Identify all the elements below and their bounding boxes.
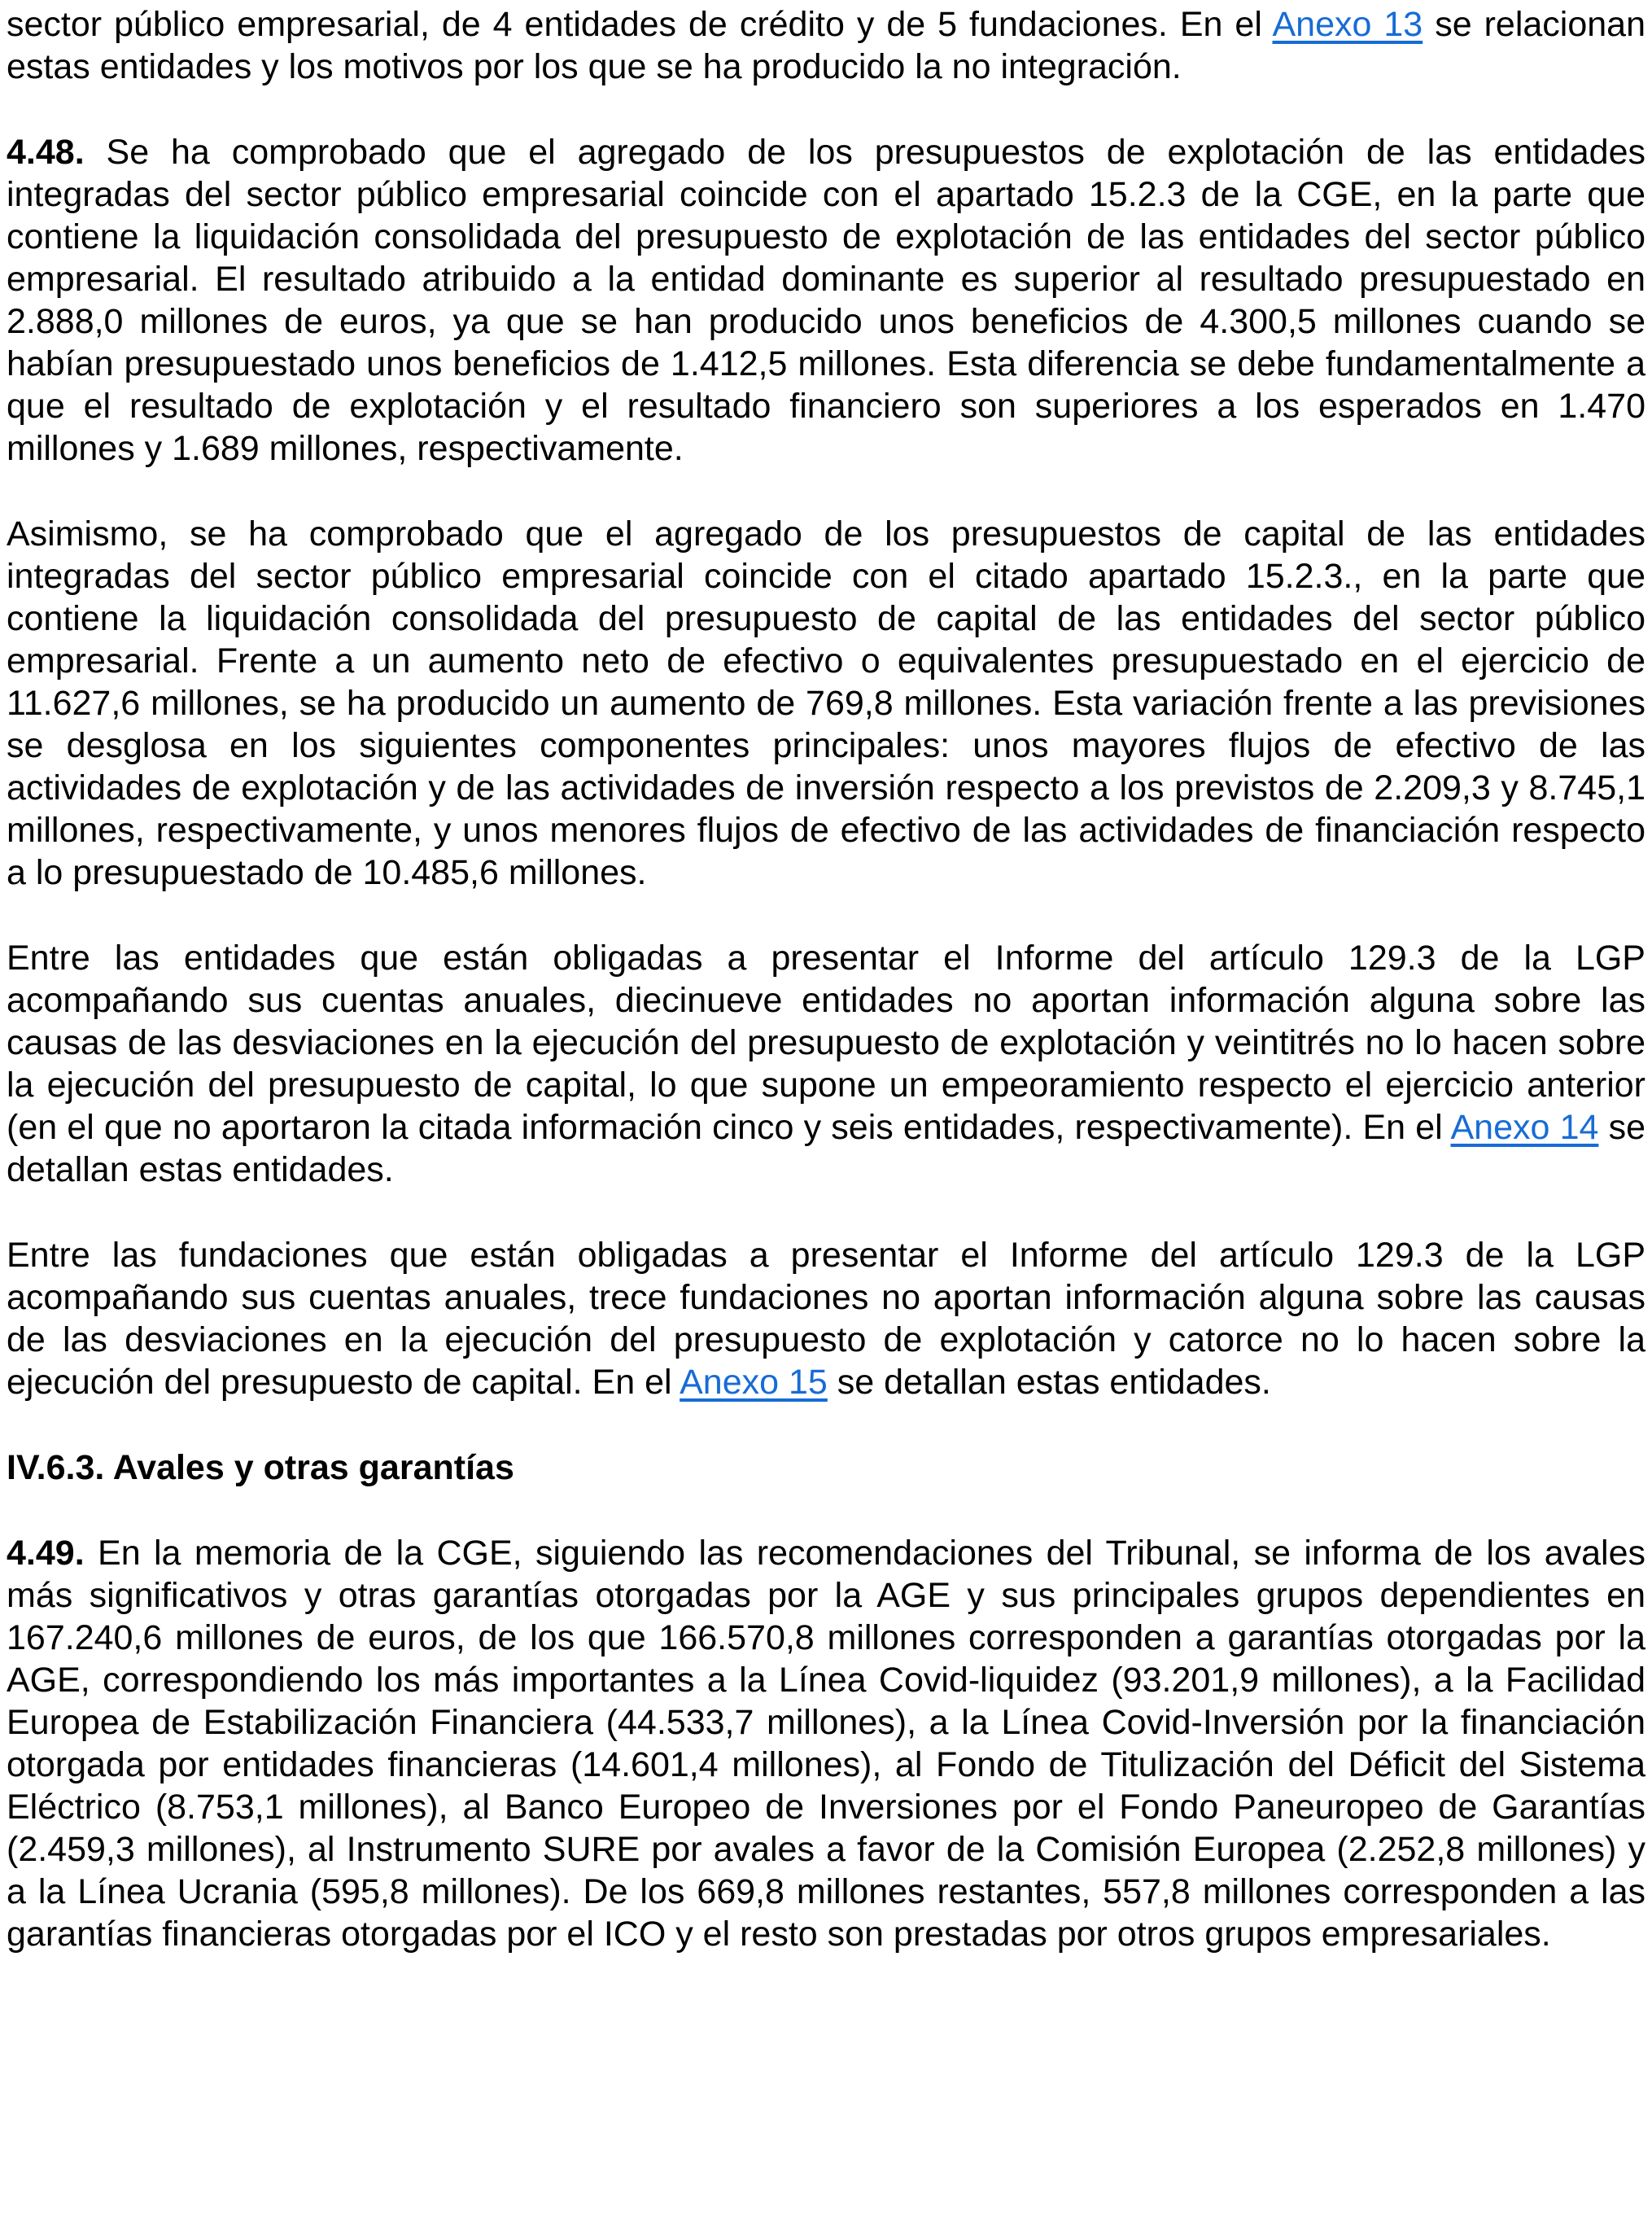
paragraph-text: Asimismo, se ha comprobado que el agregado de los presupuestos de capital de las entidades integradas del sector público empresarial coincide con el citado apartado 15.2.3., en la parte que contiene la liquidación consolidada del presupuesto de capital de las entidades del sector público empresarial. Frente a un aumento neto de efectivo o equivalentes presupuestado en el ejercicio de 11.627,6 millones, se ha producido un aumento de 769,8 millones. Esta variación frente a las previsiones se desglosa en los siguientes componentes principales: unos mayores flujos de efectivo de las actividades de explotación y de las actividades de inversión respecto a los previstos de 2.209,3 y 8.745,1 millones, respectivamente, y unos menores flujos de efectivo de las actividades de financiación respecto a lo presupuestado de 10.485,6 millones. [7,514,1645,892]
paragraph-4-49 [7,1532,1645,1955]
paragraph-text: se relacionan estas entidades y los motivos por los que se ha producido la no integración. [7,5,1645,86]
paragraph-number: 4.48. [7,133,85,172]
anexo-14-link[interactable]: Anexo 14 [1450,1108,1599,1147]
paragraph-asimismo [7,513,1645,894]
intro-paragraph [7,3,1645,88]
paragraph-text: En la memoria de la CGE, siguiendo las recomendaciones del Tribunal, se informa de los avales más significativos y otras garantías otorgadas por la AGE y sus principales grupos dependientes en 167.240,6 millones de euros, de los que 166.570,8 millones corresponden a garantías otorgadas por la AGE, correspondiendo los más importantes a la Línea Covid-liquidez (93.201,9 millones), a la Facilidad Europea de Estabilización Financiera (44.533,7 millones), a la Línea Covid-Inversión por la financiación otorgada por entidades financieras (14.601,4 millones), al Fondo de Titulización del Déficit del Sistema Eléctrico (8.753,1 millones), al Banco Europeo de Inversiones por el Fondo Paneuropeo de Garantías (2.459,3 millones), al Instrumento SURE por avales a favor de la Comisión Europea (2.252,8 millones) y a la Línea Ucrania (595,8 millones). De los 669,8 millones restantes, 557,8 millones corresponden a las garantías financieras otorgadas por el ICO y el resto son prestadas por otros grupos empresariales. [7,1534,1645,1954]
paragraph-number: 4.49. [7,1534,85,1573]
anexo-15-link[interactable]: Anexo 15 [680,1363,828,1402]
paragraph-text: se detallan estas entidades. [827,1363,1271,1402]
anexo-13-link[interactable]: Anexo 13 [1272,5,1423,44]
paragraph-text: Se ha comprobado que el agregado de los presupuestos de explotación de las entidades integradas del sector público empresarial coincide con el apartado 15.2.3 de la CGE, en la parte que contiene la liquidación consolidada del presupuesto de explotación de las entidades del sector público empresarial. El resultado atribuido a la entidad dominante es superior al resultado presupuestado en 2.888,0 millones de euros, ya que se han producido unos beneficios de 4.300,5 millones cuando se habían presupuestado unos beneficios de 1.412,5 millones. Esta diferencia se debe fundamentalmente a que el resultado de explotación y el resultado financiero son superiores a los esperados en 1.470 millones y 1.689 millones, respectivamente. [7,133,1645,468]
paragraph-text: Entre las entidades que están obligadas a presentar el Informe del artículo 129.3 de la LGP acompañando sus cuentas anuales, diecinueve entidades no aportan información alguna sobre las causas de las desviaciones en la ejecución del presupuesto de explotación y veintitrés no lo hacen sobre la ejecución del presupuesto de capital, lo que supone un empeoramiento respecto el ejercicio anterior (en el que no aportaron la citada información cinco y seis entidades, respectivamente). En el [7,939,1645,1147]
section-heading-iv-6-3: IV.6.3. Avales y otras garantías [7,1448,514,1487]
paragraph-fundaciones [7,1234,1645,1403]
paragraph-4-48 [7,131,1645,470]
paragraph-text: Entre las fundaciones que están obligadas a presentar el Informe del artículo 129.3 de la LGP acompañando sus cuentas anuales, trece fundaciones no aportan información alguna sobre las causas de las desviaciones en la ejecución del presupuesto de explotación y catorce no lo hacen sobre la ejecución del presupuesto de capital. En el [7,1236,1645,1402]
paragraph-entidades [7,937,1645,1191]
paragraph-text: sector público empresarial, de 4 entidades de crédito y de 5 fundaciones. En el [7,5,1273,44]
paragraph-text: se detallan estas entidades. [7,1108,1645,1189]
